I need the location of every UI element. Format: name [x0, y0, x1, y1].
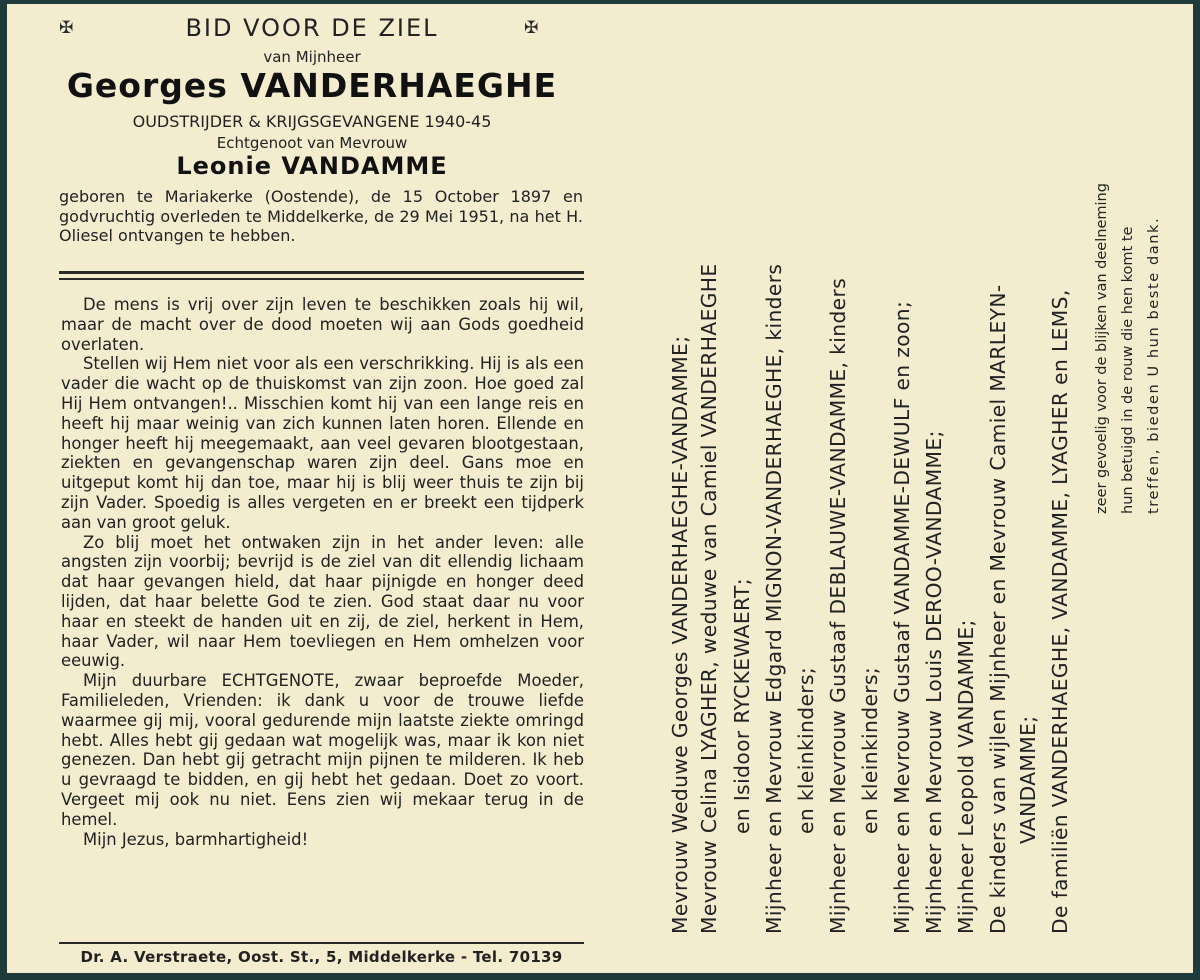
intro-line: van Mijnheer [263, 48, 361, 66]
prayer-paragraph: Mijn duurbare ECHTGENOTE, zwaar beproefde Moeder, Familieleden, Vrienden: ik dank u voor de trouwe liefde waarmee gij mij, vooral gedurende mijn laatste ziekte omringd hebt. Alles hebt gij gedaan wat mogelijk was, maar ik kon niet genezen. Dan hebt gij getracht mijn pijnen te milderen. Ik heb u gevraagd te bidden, en gij hebt het gedaan. Doet zo voort. Vergeet mij ook nu niet. Eens zien wij mekaar terug in de hemel. [61, 671, 584, 829]
birth-death-dates: geboren te Mariakerke (Oostende), de 15 October 1897 en godvruchtig overleden te Middelkerke, de 29 Mei 1951, na het H. Oliesel ontvangen te hebben. [59, 187, 583, 245]
prayer-text [61, 295, 584, 849]
family-line: De kinders van wijlen Mijnheer en Mevrouw Camiel MARLEYN- [986, 284, 1010, 934]
family-line: Mevrouw Celina LYAGHER, weduwe van Camiel VANDERHAEGHE [697, 263, 721, 934]
family-line: Mijnheer en Mevrouw Louis DEROO-VANDAMME; [922, 430, 946, 934]
family-line: Mijnheer en Mevrouw Edgard MIGNON-VANDERHAEGHE, kinders [762, 263, 786, 934]
deceased-role: OUDSTRIJDER & KRIJGSGEVANGENE 1940-45 [132, 112, 492, 131]
thanks-line: zeer gevoelig voor de blijken van deelneming [1094, 183, 1110, 514]
thanks-line: hun betuigd in de rouw die hen komt te [1120, 226, 1136, 514]
prayer-paragraph: Stellen wij Hem niet voor als een verschrikking. Hij is als een vader die wacht op de thuiskomst van zijn zoon. Hoe goed zal Hij Hem ontvangen!.. Misschien komt hij van een lange reis en heeft hij maar weinig van zich kunnen laten horen. Ellende en honger heeft hij meegemaakt, aan veel gevaren blootgestaan, ziekten en gevangenschap waren zijn deel. Gans moe en uitgeput komt hij dan toe, maar hij is blij weer thuis te zijn bij zijn Vader. Spoedig is alles vergeten en er breekt een tijdperk aan van groot geluk. [61, 354, 584, 532]
family-line: Mijnheer en Mevrouw Gustaaf DEBLAUWE-VANDAMME, kinders [826, 277, 850, 934]
divider-rule-bottom [59, 278, 584, 280]
right-panel [597, 4, 1193, 973]
family-line: en kleinkinders; [858, 666, 882, 834]
card-title: BID VOOR DE ZIEL [185, 14, 439, 42]
printer-credit: Dr. A. Verstraete, Oost. St., 5, Middelkerke - Tel. 70139 [80, 948, 563, 966]
family-line: VANDAMME; [1016, 715, 1040, 844]
family-line: en Isidoor RYCKEWAERT; [730, 578, 754, 834]
memorial-card [7, 4, 1193, 973]
deceased-name: Georges VANDERHAEGHE [66, 66, 558, 105]
left-panel [7, 4, 587, 973]
family-line: Mijnheer Leopold VANDAMME; [954, 619, 978, 934]
family-line: Mevrouw Weduwe Georges VANDERHAEGHE-VANDAMME; [668, 335, 692, 934]
divider-rule-top [59, 271, 584, 274]
prayer-closing: Mijn Jezus, barmhartigheid! [83, 829, 309, 849]
cross-left-icon: ✠ [59, 18, 74, 38]
footer-rule [59, 942, 584, 944]
thanks-line: treffen, bieden U hun beste dank. [1146, 216, 1162, 514]
spouse-name: Leonie VANDAMME [176, 152, 448, 180]
family-line: De familiën VANDERHAEGHE, VANDAMME, LYAGHER en LEMS, [1048, 289, 1072, 934]
prayer-paragraph: De mens is vrij over zijn leven te beschikken zoals hij wil, maar de macht over de dood moeten wij aan Gods goedheid overlaten. [61, 295, 584, 354]
prayer-paragraph: Zo blij moet het ontwaken zijn in het ander leven: alle angsten zijn voorbij; bevrijd is de ziel van dit ellendig lichaam dat haar gevangen hield, dat haar pijnigde en honger deed lijden, dat haar belette God te zien. God staat daar nu voor haar en steekt de handen uit en zij, de ziel, herkent in Hem, haar Vader, wil naar Hem toevliegen en Hem omhelzen voor eeuwig. [61, 532, 584, 671]
family-line: Mijnheer en Mevrouw Gustaaf VANDAMME-DEWULF en zoon; [890, 300, 914, 934]
spouse-intro: Echtgenoot van Mevrouw [216, 134, 408, 152]
cross-right-icon: ✠ [524, 18, 539, 38]
family-line: en kleinkinders; [794, 666, 818, 834]
